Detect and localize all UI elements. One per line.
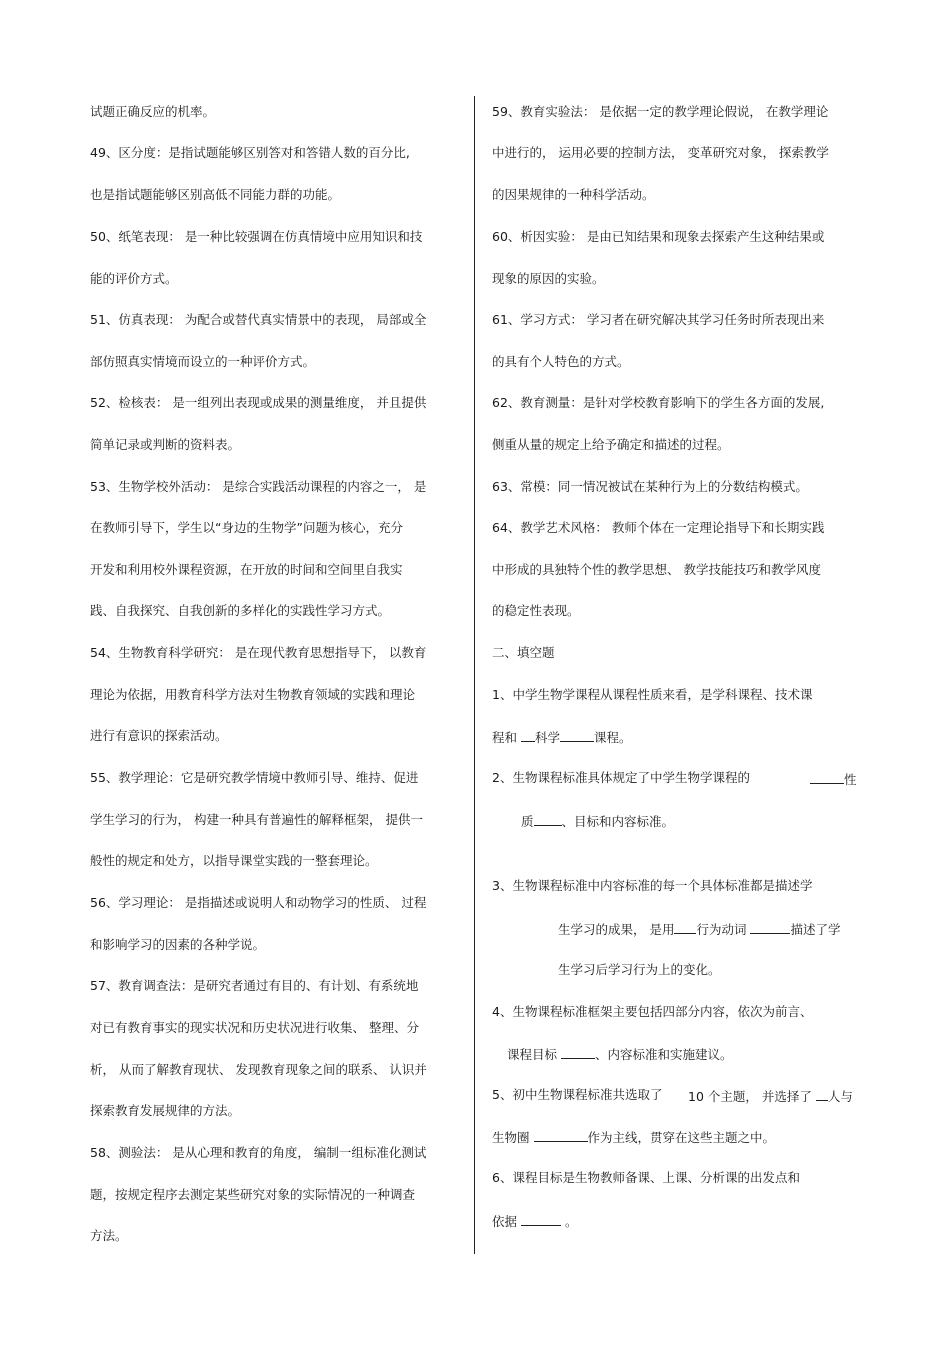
text-line: 般性的规定和处方，以指导课堂实践的一整套理论。 xyxy=(90,853,378,868)
text-line: 53、生物学校外活动： 是综合实践活动课程的内容之一， 是 xyxy=(90,479,427,494)
text: 5、初中生物课程标准共选取了 xyxy=(492,1087,663,1102)
question-1-line xyxy=(492,728,632,746)
text-line: 现象的原因的实验。 xyxy=(492,271,605,286)
blank-line xyxy=(534,812,562,826)
text: 依据 xyxy=(492,1214,518,1229)
text-line: 探索教育发展规律的方法。 xyxy=(90,1103,241,1118)
text-line: 理论为依据，用教育科学方法对生物教育领域的实践和理论 xyxy=(90,687,416,702)
answer-text: 科学 xyxy=(535,730,561,745)
question-6-line xyxy=(492,1212,578,1230)
text: 描述了学 xyxy=(790,922,841,937)
text: 程和 xyxy=(492,730,518,745)
text: 10 个主题， 并选择了 xyxy=(688,1089,812,1104)
text: 行为动词 xyxy=(696,922,747,937)
text-line: 57、教育调查法：是研究者通过有目的、有计划、有系统地 xyxy=(90,978,419,993)
text-line: 51、仿真表现： 为配合或替代真实情景中的表现， 局部或全 xyxy=(90,312,427,327)
question-3-line: 3、生物课程标准中内容标准的每一个具体标准都是描述学 xyxy=(492,878,813,893)
text-line: 62、教育测量：是针对学校教育影响下的学生各方面的发展, xyxy=(492,395,825,410)
question-4-line xyxy=(507,1045,733,1063)
question-2-blank xyxy=(810,770,857,788)
text-line: 试题正确反应的机率。 xyxy=(90,104,216,119)
text-line: 63、常模：同一情况被试在某种行为上的分数结构模式。 xyxy=(492,479,808,494)
text-line: 55、教学理论：它是研究教学情境中教师引导、维持、促进 xyxy=(90,770,419,785)
question-5-line xyxy=(688,1087,853,1105)
text-line: 侧重从量的规定上给予确定和描述的过程。 xyxy=(492,437,730,452)
text: 人与 xyxy=(827,1089,853,1104)
blank-line xyxy=(560,728,594,742)
text: 课程。 xyxy=(594,730,632,745)
section-heading: 二、填空题 xyxy=(492,645,555,660)
text-line: 对已有教育事实的现实状况和历史状况进行收集、 整理、分 xyxy=(90,1020,419,1035)
text: 质 xyxy=(521,814,534,829)
text: 作为主线，贯穿在这些主题之中。 xyxy=(587,1130,776,1145)
text-line: 题，按规定程序去测定某些研究对象的实际情况的一种调查 xyxy=(90,1187,416,1202)
text-line: 50、纸笔表现： 是一种比较强调在仿真情境中应用知识和技 xyxy=(90,229,423,244)
text-line: 1、中学生物学课程从课程性质来看，是学科课程、技术课 xyxy=(492,687,813,702)
text-line: 64、教学艺术风格： 教师个体在一定理论指导下和长期实践 xyxy=(492,520,825,535)
blank-line xyxy=(816,1087,828,1101)
text-line: 的因果规律的一种科学活动。 xyxy=(492,187,655,202)
blank-line xyxy=(674,920,696,934)
text-line: 方法。 xyxy=(90,1228,128,1243)
text-line: 52、检核表： 是一组列出表现或成果的测量维度， 并且提供 xyxy=(90,395,427,410)
text-line: 也是指试题能够区别高低不同能力群的功能。 xyxy=(90,187,341,202)
text-line: 中进行的， 运用必要的控制方法， 变革研究对象， 探索教学 xyxy=(492,145,829,160)
question-6-line: 6、课程目标是生物教师备课、上课、分析课的出发点和 xyxy=(492,1170,800,1185)
text-line: 59、教育实验法： 是依据一定的教学理论假说， 在教学理论 xyxy=(492,104,829,119)
blank-line xyxy=(521,728,535,742)
text: 课程目标 xyxy=(507,1047,558,1062)
text-line: 49、区分度：是指试题能够区别答对和答错人数的百分比, xyxy=(90,145,410,160)
text-line: 简单记录或判断的资料表。 xyxy=(90,437,241,452)
text-line: 部仿照真实情境而设立的一种评价方式。 xyxy=(90,354,316,369)
text-line: 能的评价方式。 xyxy=(90,271,178,286)
text-line: 60、析因实验： 是由已知结果和现象去探索产生这种结果或 xyxy=(492,229,825,244)
text-line: 析， 从而了解教育现状、 发现教育现象之间的联系、 认识并 xyxy=(90,1062,427,1077)
question-3-line xyxy=(558,920,841,938)
text: 2、生物课程标准具体规定了中学生物学课程的 xyxy=(492,770,750,785)
text: 性 xyxy=(844,772,857,787)
blank-line xyxy=(534,1128,588,1142)
column-divider xyxy=(474,96,475,1254)
text-line: 践、自我探究、自我创新的多样化的实践性学习方式。 xyxy=(90,603,391,618)
blank-line xyxy=(521,1212,561,1226)
text: 。 xyxy=(564,1214,578,1229)
text-line: 和影响学习的因素的各种学说。 xyxy=(90,937,266,952)
text-line: 的具有个人特色的方式。 xyxy=(492,354,630,369)
text-line: 56、学习理论： 是指描述或说明人和动物学习的性质、 过程 xyxy=(90,895,427,910)
text-line: 的稳定性表现。 xyxy=(492,603,580,618)
blank-line xyxy=(810,770,844,784)
text-line: 中形成的具独特个性的教学思想、 教学技能技巧和教学风度 xyxy=(492,562,821,577)
blank-line xyxy=(561,1045,595,1059)
text: 、内容标准和实施建议。 xyxy=(595,1047,733,1062)
question-2-line xyxy=(492,770,750,786)
text-line: 在教师引导下，学生以“身边的生物学”问题为核心，充分 xyxy=(90,520,403,535)
question-5-line xyxy=(492,1128,775,1146)
text-line: 进行有意识的探索活动。 xyxy=(90,728,228,743)
question-4-line: 4、生物课程标准框架主要包括四部分内容，依次为前言、 xyxy=(492,1004,813,1019)
text-line: 61、学习方式： 学习者在研究解决其学习任务时所表现出来 xyxy=(492,312,825,327)
blank-line xyxy=(750,920,790,934)
text: 、目标和内容标准。 xyxy=(561,814,675,829)
question-5-line xyxy=(492,1087,662,1103)
text-line: 54、生物教育科学研究： 是在现代教育思想指导下， 以教育 xyxy=(90,645,427,660)
text: 生学习的成果， 是用 xyxy=(558,922,675,937)
text-line: 58、测验法： 是从心理和教育的角度， 编制一组标准化测试 xyxy=(90,1145,427,1160)
text-line: 开发和利用校外课程资源，在开放的时间和空间里自我实 xyxy=(90,562,403,577)
text-line: 学生学习的行为， 构建一种具有普遍性的解释框架， 提供一 xyxy=(90,812,423,827)
question-3-line: 生学习后学习行为上的变化。 xyxy=(558,962,721,977)
text: 生物圈 xyxy=(492,1130,530,1145)
question-2-line xyxy=(521,812,674,830)
